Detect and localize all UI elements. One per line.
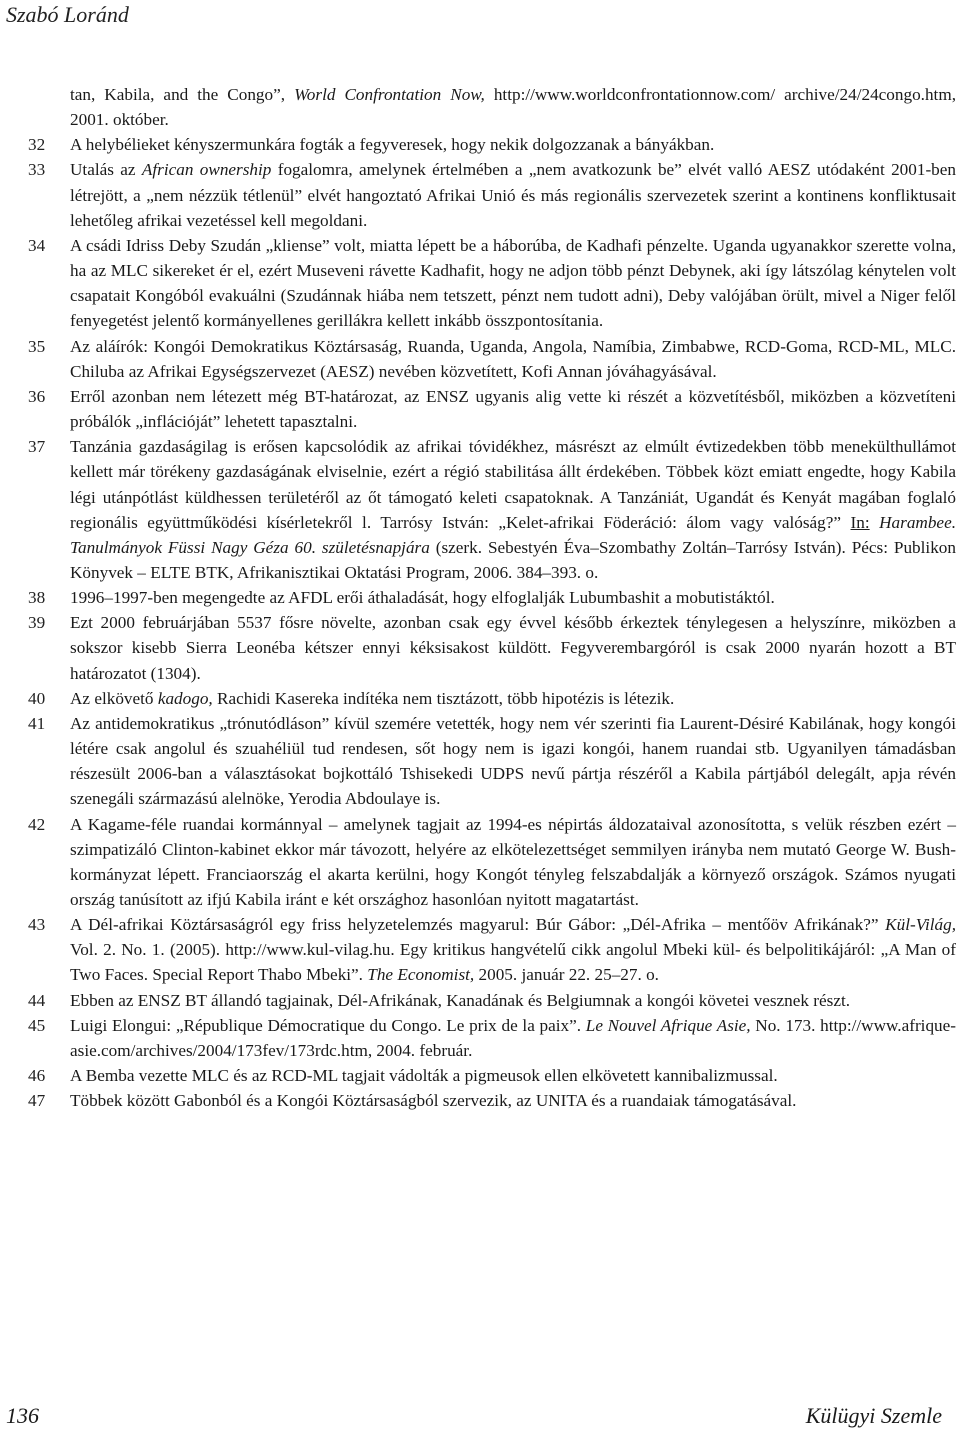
footnote-italic-segment: The Economist, bbox=[367, 965, 475, 985]
footnote-text bbox=[70, 585, 956, 610]
footnote-item bbox=[28, 334, 956, 384]
footnote-number: 38 bbox=[28, 588, 46, 608]
footnote-text bbox=[70, 434, 956, 585]
footnote-item bbox=[28, 686, 956, 711]
footnote-number: 34 bbox=[28, 235, 46, 255]
footnote-segment: Az antidemokratikus „trónutódláson” kívül szemére vetették, hogy nem vér szerinti fia Laurent-Désiré Kabilának, hogy kongói létére csak angolul és szuahéliül tud rendesen, sőt hogy nem is igazi kongói, hanem ruandai stb. Ugyanilyen támadásban részesült 2006-ban a választásokat bojkottáló Tshisekedi UDPS nevű pártja részéről a Kabila pártjából delegált, apja révén szenegáli származású alelnöke, Yerodia Abdoulaye is. bbox=[70, 713, 956, 809]
footnote-text bbox=[70, 157, 956, 232]
footnote-italic-segment: Harambee. Tanulmányok Füssi Nagy Géza 60. születésnapjára bbox=[70, 512, 956, 557]
footnote-text bbox=[70, 610, 956, 685]
footnote-number: 41 bbox=[28, 713, 46, 733]
footnote-item bbox=[28, 384, 956, 434]
footnote-item bbox=[28, 132, 956, 157]
footnote-segment: tan, Kabila, and the Congo”, bbox=[70, 85, 295, 104]
footnote-italic-segment: Kül-Világ, bbox=[885, 915, 956, 935]
footnote-item bbox=[28, 233, 956, 334]
footnote-text bbox=[70, 82, 956, 132]
footnote-number: 39 bbox=[28, 613, 46, 633]
footnote-segment: Ezt 2000 februárjában 5537 fősre növelte, azonban csak egy évvel később érkeztek ténylegesen a helyszínre, miközben a sokszor kisebb Sierra Leonéba kétszer ennyi kéksisakost küldött. Fegyverembargóról is csak 2000 nyarán hozott a BT határozatot (1304). bbox=[70, 613, 956, 683]
footnote-segment: Többek között Gabonból és a Kongói Köztársaságból szervezik, az UNITA és a ruandaiak támogatásával. bbox=[70, 1091, 797, 1111]
footnote-text bbox=[70, 334, 956, 384]
footnote-segment: http://www.worldconfrontationnow.com/ archive/24/24congo.htm, 2001. október. bbox=[70, 85, 956, 130]
footnote-number: 45 bbox=[28, 1015, 46, 1035]
footnote-segment: Vol. 2. No. 1. (2005). http://www.kul-vilag.hu. Egy kritikus hangvételű cikk angolul Mbeki kül- és belpolitikájáról: „A Man of Two Faces. Special Report Thabo Mbeki”. bbox=[70, 940, 956, 985]
footnote-number: 46 bbox=[28, 1066, 46, 1086]
footnote-segment: (szerk. Sebestyén Éva–Szombathy Zoltán–Tarrósy István). Pécs: Publikon Könyvek – ELTE BTK, Afrikanisztikai Oktatási Program, 2006. 384–393. o. bbox=[70, 537, 956, 582]
footnote-segment: Ebben az ENSZ BT állandó tagjainak, Dél-Afrikának, Kanadának és Belgiumnak a kongói követei vesznek részt. bbox=[70, 990, 851, 1010]
footnote-text bbox=[70, 1088, 956, 1113]
footnote-number: 36 bbox=[28, 386, 46, 406]
footnote-number: 47 bbox=[28, 1091, 46, 1111]
footnote-italic-segment: kadogo, bbox=[157, 688, 213, 708]
footnote-text bbox=[70, 711, 956, 812]
footnote-text bbox=[70, 912, 956, 987]
footnote-number: 35 bbox=[28, 336, 46, 356]
footnote-segment: Az aláírók: Kongói Demokratikus Köztársaság, Ruanda, Uganda, Angola, Namíbia, Zimbabwe, RCD-Goma, RCD-ML, MLC. Chiluba az Afrikai Egységszervezet (AESZ) nevében közvetített, Kofi Annan jóváhagyásával. bbox=[70, 336, 956, 381]
footnote-text bbox=[70, 686, 956, 711]
footnote-item bbox=[28, 812, 956, 913]
footnote-segment: A Kagame-féle ruandai kormánnyal – amelynek tagjait az 1994-es népirtás áldozataival azonosította, s velük részben ezért – szimpatizáló Clinton-kabinet ekkor már távozott, helyére az elkötelezettséget semmilyen irányba nem mutató George W. Bush-kormányzat lépett. Franciaország el akarta kerülni, hogy Kongót tényleg felszabdalják a környező országok. Számos nyugati ország tanúsított az ifjú Kabila iránt e két országhoz hasonlóan nyitott magatartást. bbox=[70, 814, 956, 909]
footnote-segment: A Dél-afrikai Köztársaságról egy friss helyzetelemzés magyarul: Búr Gábor: „Dél-Afrika – mentőöv Afrikának?” bbox=[70, 915, 886, 935]
footnote-segment: Luigi Elongui: „République Démocratique du Congo. Le prix de la paix”. bbox=[70, 1015, 586, 1035]
footnote-number: 43 bbox=[28, 915, 46, 935]
footnote-text bbox=[70, 1063, 956, 1088]
page-number: 136 bbox=[6, 1403, 39, 1428]
footnote-item bbox=[28, 912, 956, 987]
footnote-item bbox=[28, 711, 956, 812]
footnote-segment: fogalomra, amelynek értelmében a „nem avatkozunk be” elvét valló AESZ utódaként 2001-ben létrejött, a „nem nézzük tétlenül” elvét hangoztató Afrikai Unió és más regionális szervezetek szerint a kontinens konfliktusait lehetőleg afrikai vezetéssel kell megoldani. bbox=[70, 160, 956, 230]
footnote-italic-segment: World Confrontation Now, bbox=[294, 85, 485, 104]
footnote-item bbox=[28, 1013, 956, 1063]
footnotes-list bbox=[28, 82, 956, 1113]
footnote-item bbox=[28, 1088, 956, 1113]
footnote-text bbox=[70, 1013, 956, 1063]
footnote-segment: A helybélieket kényszermunkára fogták a fegyveresek, hogy nekik dolgozzanak a bányákban. bbox=[70, 135, 715, 155]
footnote-item bbox=[28, 988, 956, 1013]
footnote-number: 40 bbox=[28, 688, 46, 708]
footnote-item bbox=[28, 157, 956, 232]
running-header-author: Szabó Loránd bbox=[6, 2, 129, 27]
footnote-number: 42 bbox=[28, 814, 46, 834]
journal-title: Külügyi Szemle bbox=[805, 1403, 942, 1428]
footnote-segment: Utalás az bbox=[70, 160, 142, 180]
footnote-segment: No. 173. http://www.afrique-asie.com/archives/2004/173fev/173rdc.htm, 2004. február. bbox=[70, 1015, 956, 1060]
footnote-item bbox=[28, 1063, 956, 1088]
footnote-underlined-segment: In: bbox=[850, 512, 870, 532]
footnote-segment: Tanzánia gazdaságilag is erősen kapcsolódik az afrikai tóvidékhez, másrészt az elmúlt évtizedekben több menekülthullámot kellett már törékeny gazdaságának elviselnie, ezért a régió stabilitása állt érdekében. Többek közt emiatt engedte, hogy Kabila légi utánpótlást küldhessen területéről az őt támogató keleti csapatoknak. A Tanzániát, Ugandát és Kenyát magában foglaló regionális együttműködési kísérletekről l. Tarrósy István: „Kelet-afrikai Föderáció: álom vagy valóság?” bbox=[70, 437, 956, 532]
footnote-number: 37 bbox=[28, 437, 46, 457]
footnote-segment: A csádi Idriss Deby Szudán „kliense” volt, miatta lépett be a háborúba, de Kadhafi pénzelte. Uganda ugyanakkor szerette volna, ha az MLC sikereket ér el, ezért Museveni rávette Kadhafit, hogy ne adjon több pénzt Debynek, aki így látszólag kénytelen volt csapatait Kongóból evakuálni (Szudánnak hiába nem tetszett, pénzt nem tudott adni), Deby valójában örült, mivel a Niger felől fenyegetést jelentő kormányellenes gerillákra kellett inkább összpontosítania. bbox=[70, 235, 956, 331]
footnote-number: 44 bbox=[28, 990, 46, 1010]
footnote-text bbox=[70, 384, 956, 434]
footnote-item bbox=[28, 82, 956, 132]
footnote-item bbox=[28, 610, 956, 685]
footnote-text bbox=[70, 132, 956, 157]
footnote-segment: Az elkövető bbox=[70, 688, 158, 708]
footnote-text bbox=[70, 233, 956, 334]
footnote-text bbox=[70, 988, 956, 1013]
footnote-segment: A Bemba vezette MLC és az RCD-ML tagjait vádolták a pigmeusok ellen elkövetett kannibalizmussal. bbox=[70, 1066, 778, 1086]
footnote-item bbox=[28, 434, 956, 585]
footnote-italic-segment: Le Nouvel Afrique Asie, bbox=[585, 1015, 751, 1035]
footnote-segment: 1996–1997-ben megengedte az AFDL erői áthaladását, hogy elfoglalják Lubumbashit a mobutistáktól. bbox=[70, 588, 775, 608]
footnote-segment: Erről azonban nem létezett még BT-határozat, az ENSZ ugyanis alig vette ki részét a közvetítésből, miközben a közvetíteni próbálók „inflációját” lehetett tapasztalni. bbox=[70, 386, 956, 432]
footnote-segment: 2005. január 22. 25–27. o. bbox=[474, 965, 659, 985]
footnote-italic-segment: African ownership bbox=[141, 160, 272, 180]
footnote-number: 33 bbox=[28, 160, 46, 180]
footnote-segment: Rachidi Kasereka indítéka nem tisztázott, több hipotézis is létezik. bbox=[212, 688, 675, 708]
footnote-number: 32 bbox=[28, 135, 46, 155]
footnote-segment bbox=[870, 513, 880, 532]
footnote-item bbox=[28, 585, 956, 610]
footnote-text bbox=[70, 812, 956, 913]
footnote-number bbox=[28, 82, 70, 132]
